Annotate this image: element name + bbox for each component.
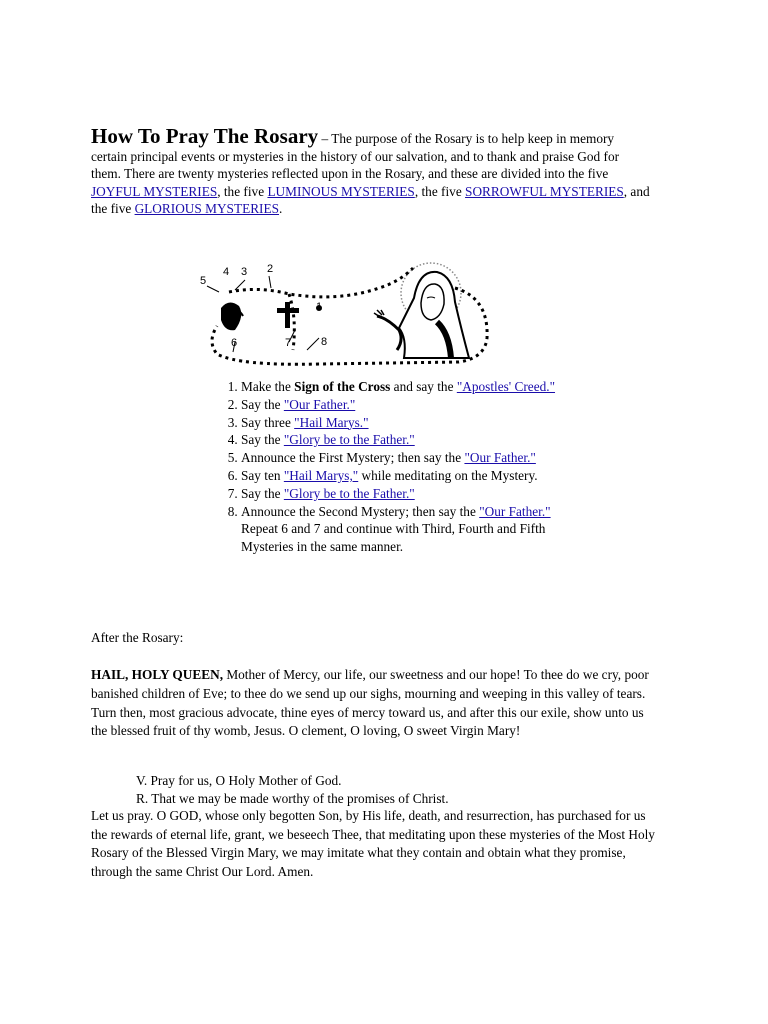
label-1: 1 [316,301,323,313]
rosary-illustration [199,258,494,370]
label-2: 2 [267,263,274,275]
label-8: 8 [321,336,328,348]
label-7: 7 [285,337,292,349]
step-item: 8. Announce the Second Mystery; then say the "Our Father." Repeat 6 and 7 and continue with Third, Fourth and Fifth Mysteries in the same manner. [241,503,571,556]
intro-paragraph [91,124,651,218]
glorious-mysteries-link[interactable]: GLORIOUS MYSTERIES [134,201,280,217]
our-father-link[interactable]: "Our Father." [464,450,536,466]
after-rosary-label: After the Rosary: [91,630,184,645]
step-item: 2. Say the "Our Father." [241,396,571,414]
glory-be-link[interactable]: "Glory be to the Father." [283,432,415,448]
our-father-link[interactable]: "Our Father." [283,396,356,412]
apostles-creed-link[interactable]: "Apostles' Creed." [456,379,556,394]
joyful-mysteries-link[interactable]: JOYFUL MYSTERIES [91,183,218,199]
hail-holy-queen-paragraph: HAIL, HOLY QUEEN, Mother of Mercy, our life, our sweetness and our hope! To thee do we cry, poor banished children of Eve; to thee do we send up our sighs, mourning and weeping in this valley of tears. Turn then, most gracious advocate, thine eyes of mercy toward us, and after this our exile, show unto us the blessed fruit of thy womb, Jesus. O clement, O loving, O sweet Virgin Mary! [91,667,649,739]
luminous-mysteries-link[interactable]: LUMINOUS MYSTERIES [267,183,415,199]
hail-holy-queen-heading: HAIL, HOLY QUEEN, [91,667,224,682]
label-3: 3 [241,266,248,278]
versicle: V. Pray for us, O Holy Mother of God. [136,773,342,788]
our-father-link[interactable]: "Our Father." [479,503,551,519]
sorrowful-mysteries-link[interactable]: SORROWFUL MYSTERIES [465,183,624,199]
label-6: 6 [231,337,238,349]
step-item: 3. Say three "Hail Marys." [241,414,571,432]
step-item: 5. Announce the First Mystery; then say the "Our Father." [241,449,571,467]
hail-marys-link[interactable]: "Hail Marys." [294,414,369,430]
steps-list [212,378,571,556]
label-4: 4 [223,266,230,278]
intro-text: How To Pray The Rosary – The purpose of the Rosary is to help keep in memory certain principal events or mysteries in the history of our salvation, and to thank and praise God for them. There are twenty mysteries reflected upon in the Rosary, and these are divided into the five JOYFUL MYSTERIES, the five LUMINOUS MYSTERIES, the five SORROWFUL MYSTERIES, and the five GLORIOUS MYSTERIES. [91,124,650,217]
step-item: 7. Say the "Glory be to the Father." [241,485,571,503]
label-5: 5 [200,275,207,287]
step-item: 1. Make the Sign of the Cross and say the "Apostles' Creed." [241,378,571,396]
page-title: How To Pray The Rosary [91,124,319,148]
glory-be-link[interactable]: "Glory be to the Father." [283,485,415,501]
response: R. That we may be made worthy of the promises of Christ. [136,791,449,806]
closing-prayer: Let us pray. O GOD, whose only begotten Son, by His life, death, and resurrection, has purchased for us the rewards of eternal life, grant, we beseech Thee, that meditating upon these mysteries of the Most Holy Rosary of the Blessed Virgin Mary, we may imitate what they contain and obtain what they promise, through the same Christ Our Lord. Amen. [91,808,655,879]
step-item: 6. Say ten "Hail Marys," while meditating on the Mystery. [241,467,571,485]
step-item: 4. Say the "Glory be to the Father." [241,431,571,449]
hail-marys-link[interactable]: "Hail Marys," [283,467,359,483]
